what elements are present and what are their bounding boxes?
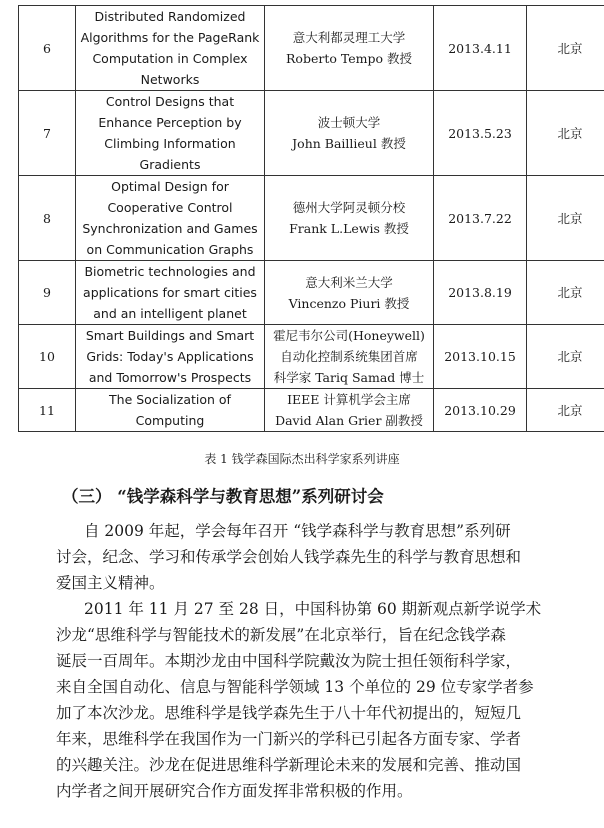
row-number-cell <box>19 91 76 176</box>
speaker-cell <box>265 176 434 261</box>
speaker-line: Roberto Tempo 教授 <box>286 51 412 66</box>
speaker-line: 霍尼韦尔公司(Honeywell) <box>273 328 425 343</box>
place-cell <box>527 389 604 432</box>
speaker-line: 德州大学阿灵顿分校 <box>292 200 406 215</box>
lecture-table <box>18 5 604 432</box>
lecture-title-cell <box>76 325 265 389</box>
place-cell <box>527 6 604 91</box>
row-number: 9 <box>43 285 51 300</box>
paragraph-line: 内学者之间开展研究合作方面发挥非常积极的作用。 <box>56 782 413 800</box>
table-row <box>19 325 604 389</box>
lecture-title-line: on Communication Graphs <box>86 242 254 257</box>
table-row <box>19 6 604 91</box>
lecture-title-line: Synchronization and Games <box>82 221 258 236</box>
speaker-line: David Alan Grier 副教授 <box>275 413 423 428</box>
lecture-title-line: The Socialization of <box>109 392 231 407</box>
lecture-title-line: Distributed Randomized <box>94 9 246 24</box>
speaker-line: John Baillieul 教授 <box>292 136 406 151</box>
speaker-line: 科学家 Tariq Samad 博士 <box>273 370 425 385</box>
lecture-date: 2013.10.29 <box>444 402 516 418</box>
date-cell <box>434 91 527 176</box>
speaker-line: 自动化控制系统集团首席 <box>280 349 418 364</box>
lecture-title-line: Biometric technologies and <box>84 264 256 279</box>
lecture-title-cell <box>76 389 265 432</box>
table-row <box>19 176 604 261</box>
lecture-place: 北京 <box>557 349 583 364</box>
table-row <box>19 389 604 432</box>
paragraph-line: 讨会，纪念、学习和传承学会创始人钱学森先生的科学与教育思想和 <box>56 548 522 566</box>
paragraph-line: 年来，思维科学在我国作为一门新兴的学科已引起各方面专家、学者 <box>56 730 522 748</box>
row-number: 8 <box>43 210 51 226</box>
lecture-place: 北京 <box>557 210 583 226</box>
row-number-cell <box>19 389 76 432</box>
row-number: 7 <box>43 125 51 141</box>
row-number: 11 <box>39 402 55 418</box>
speaker-line: 意大利米兰大学 <box>305 274 393 290</box>
date-cell <box>434 176 527 261</box>
table-row <box>19 261 604 325</box>
lecture-title-cell <box>76 91 265 176</box>
lecture-title-cell <box>76 261 265 325</box>
date-cell <box>434 261 527 325</box>
lecture-title-line: Networks <box>140 72 200 87</box>
lecture-title-line: Algorithms for the PageRank <box>80 30 260 45</box>
lecture-title-line: and Tomorrow's Prospects <box>88 370 252 385</box>
paragraph-line: 沙龙“思维科学与智能技术的新发展”在北京举行，旨在纪念钱学森 <box>56 626 506 644</box>
paragraph-line: 爱国主义精神。 <box>56 574 165 592</box>
speaker-cell <box>265 261 434 325</box>
date-cell <box>434 6 527 91</box>
lecture-title-line: applications for smart cities <box>83 285 257 300</box>
lecture-date: 2013.4.11 <box>448 40 512 56</box>
lecture-title-line: Climbing Information <box>104 136 236 151</box>
paragraph-line: 自 2009 年起，学会每年召开 “钱学森科学与教育思想”系列研 <box>84 522 511 540</box>
lecture-place: 北京 <box>557 402 583 418</box>
paragraph-2 <box>56 596 604 804</box>
lecture-place: 北京 <box>557 285 583 300</box>
lecture-title-line: Enhance Perception by <box>98 115 242 130</box>
lecture-table-body <box>19 6 604 432</box>
table-row <box>19 91 604 176</box>
lecture-title-line: Cooperative Control <box>107 200 233 215</box>
speaker-cell <box>265 91 434 176</box>
paragraph-line: 来自全国自动化、信息与智能科学领域 13 个单位的 29 位专家学者参 <box>56 678 534 696</box>
paragraph-line: 诞辰一百周年。本期沙龙由中国科学院戴汝为院士担任领衔科学家， <box>56 652 522 670</box>
speaker-line: 波士顿大学 <box>317 115 381 130</box>
place-cell <box>527 325 604 389</box>
paragraph-line: 2011 年 11 月 27 至 28 日，中国科协第 60 期新观点新学说学术 <box>84 600 542 618</box>
lecture-date: 2013.10.15 <box>444 349 516 364</box>
lecture-place: 北京 <box>557 125 583 141</box>
paragraph-line: 的兴趣关注。沙龙在促进思维科学新理论未来的发展和完善、推动国 <box>56 756 522 774</box>
place-cell <box>527 261 604 325</box>
speaker-cell <box>265 325 434 389</box>
lecture-title-line: Optimal Design for <box>111 179 229 194</box>
speaker-line: Frank L.Lewis 教授 <box>289 221 409 236</box>
place-cell <box>527 176 604 261</box>
row-number-cell <box>19 261 76 325</box>
lecture-date: 2013.5.23 <box>448 125 512 141</box>
date-cell <box>434 325 527 389</box>
lecture-title-line: Computation in Complex <box>92 51 248 66</box>
lecture-title-cell <box>76 6 265 91</box>
table-caption: 表 1 钱学森国际杰出科学家系列讲座 <box>204 452 400 466</box>
lecture-title-line: Gradients <box>139 157 201 172</box>
lecture-title-line: Computing <box>135 413 205 428</box>
row-number: 6 <box>43 40 51 56</box>
section-heading: （三） “钱学森科学与教育思想”系列研讨会 <box>62 487 384 506</box>
row-number-cell <box>19 325 76 389</box>
lecture-place: 北京 <box>557 40 583 56</box>
lecture-title-line: Smart Buildings and Smart <box>85 328 255 343</box>
speaker-cell <box>265 6 434 91</box>
place-cell <box>527 91 604 176</box>
speaker-line: Vincenzo Piuri 教授 <box>288 295 410 311</box>
paragraph-1 <box>56 518 604 596</box>
lecture-title-line: Grids: Today's Applications <box>86 349 254 364</box>
date-cell <box>434 389 527 432</box>
speaker-cell <box>265 389 434 432</box>
lecture-date: 2013.7.22 <box>448 210 512 226</box>
paragraph-line: 加了本次沙龙。思维科学是钱学森先生于八十年代初提出的，短短几 <box>56 704 522 722</box>
row-number: 10 <box>39 349 55 364</box>
lecture-title-cell <box>76 176 265 261</box>
row-number-cell <box>19 176 76 261</box>
lecture-title-line: and an intelligent planet <box>93 306 247 321</box>
row-number-cell <box>19 6 76 91</box>
lecture-title-line: Control Designs that <box>105 94 235 109</box>
speaker-line: 意大利都灵理工大学 <box>292 30 406 45</box>
speaker-line: IEEE 计算机学会主席 <box>287 392 411 407</box>
lecture-date: 2013.8.19 <box>448 285 512 300</box>
